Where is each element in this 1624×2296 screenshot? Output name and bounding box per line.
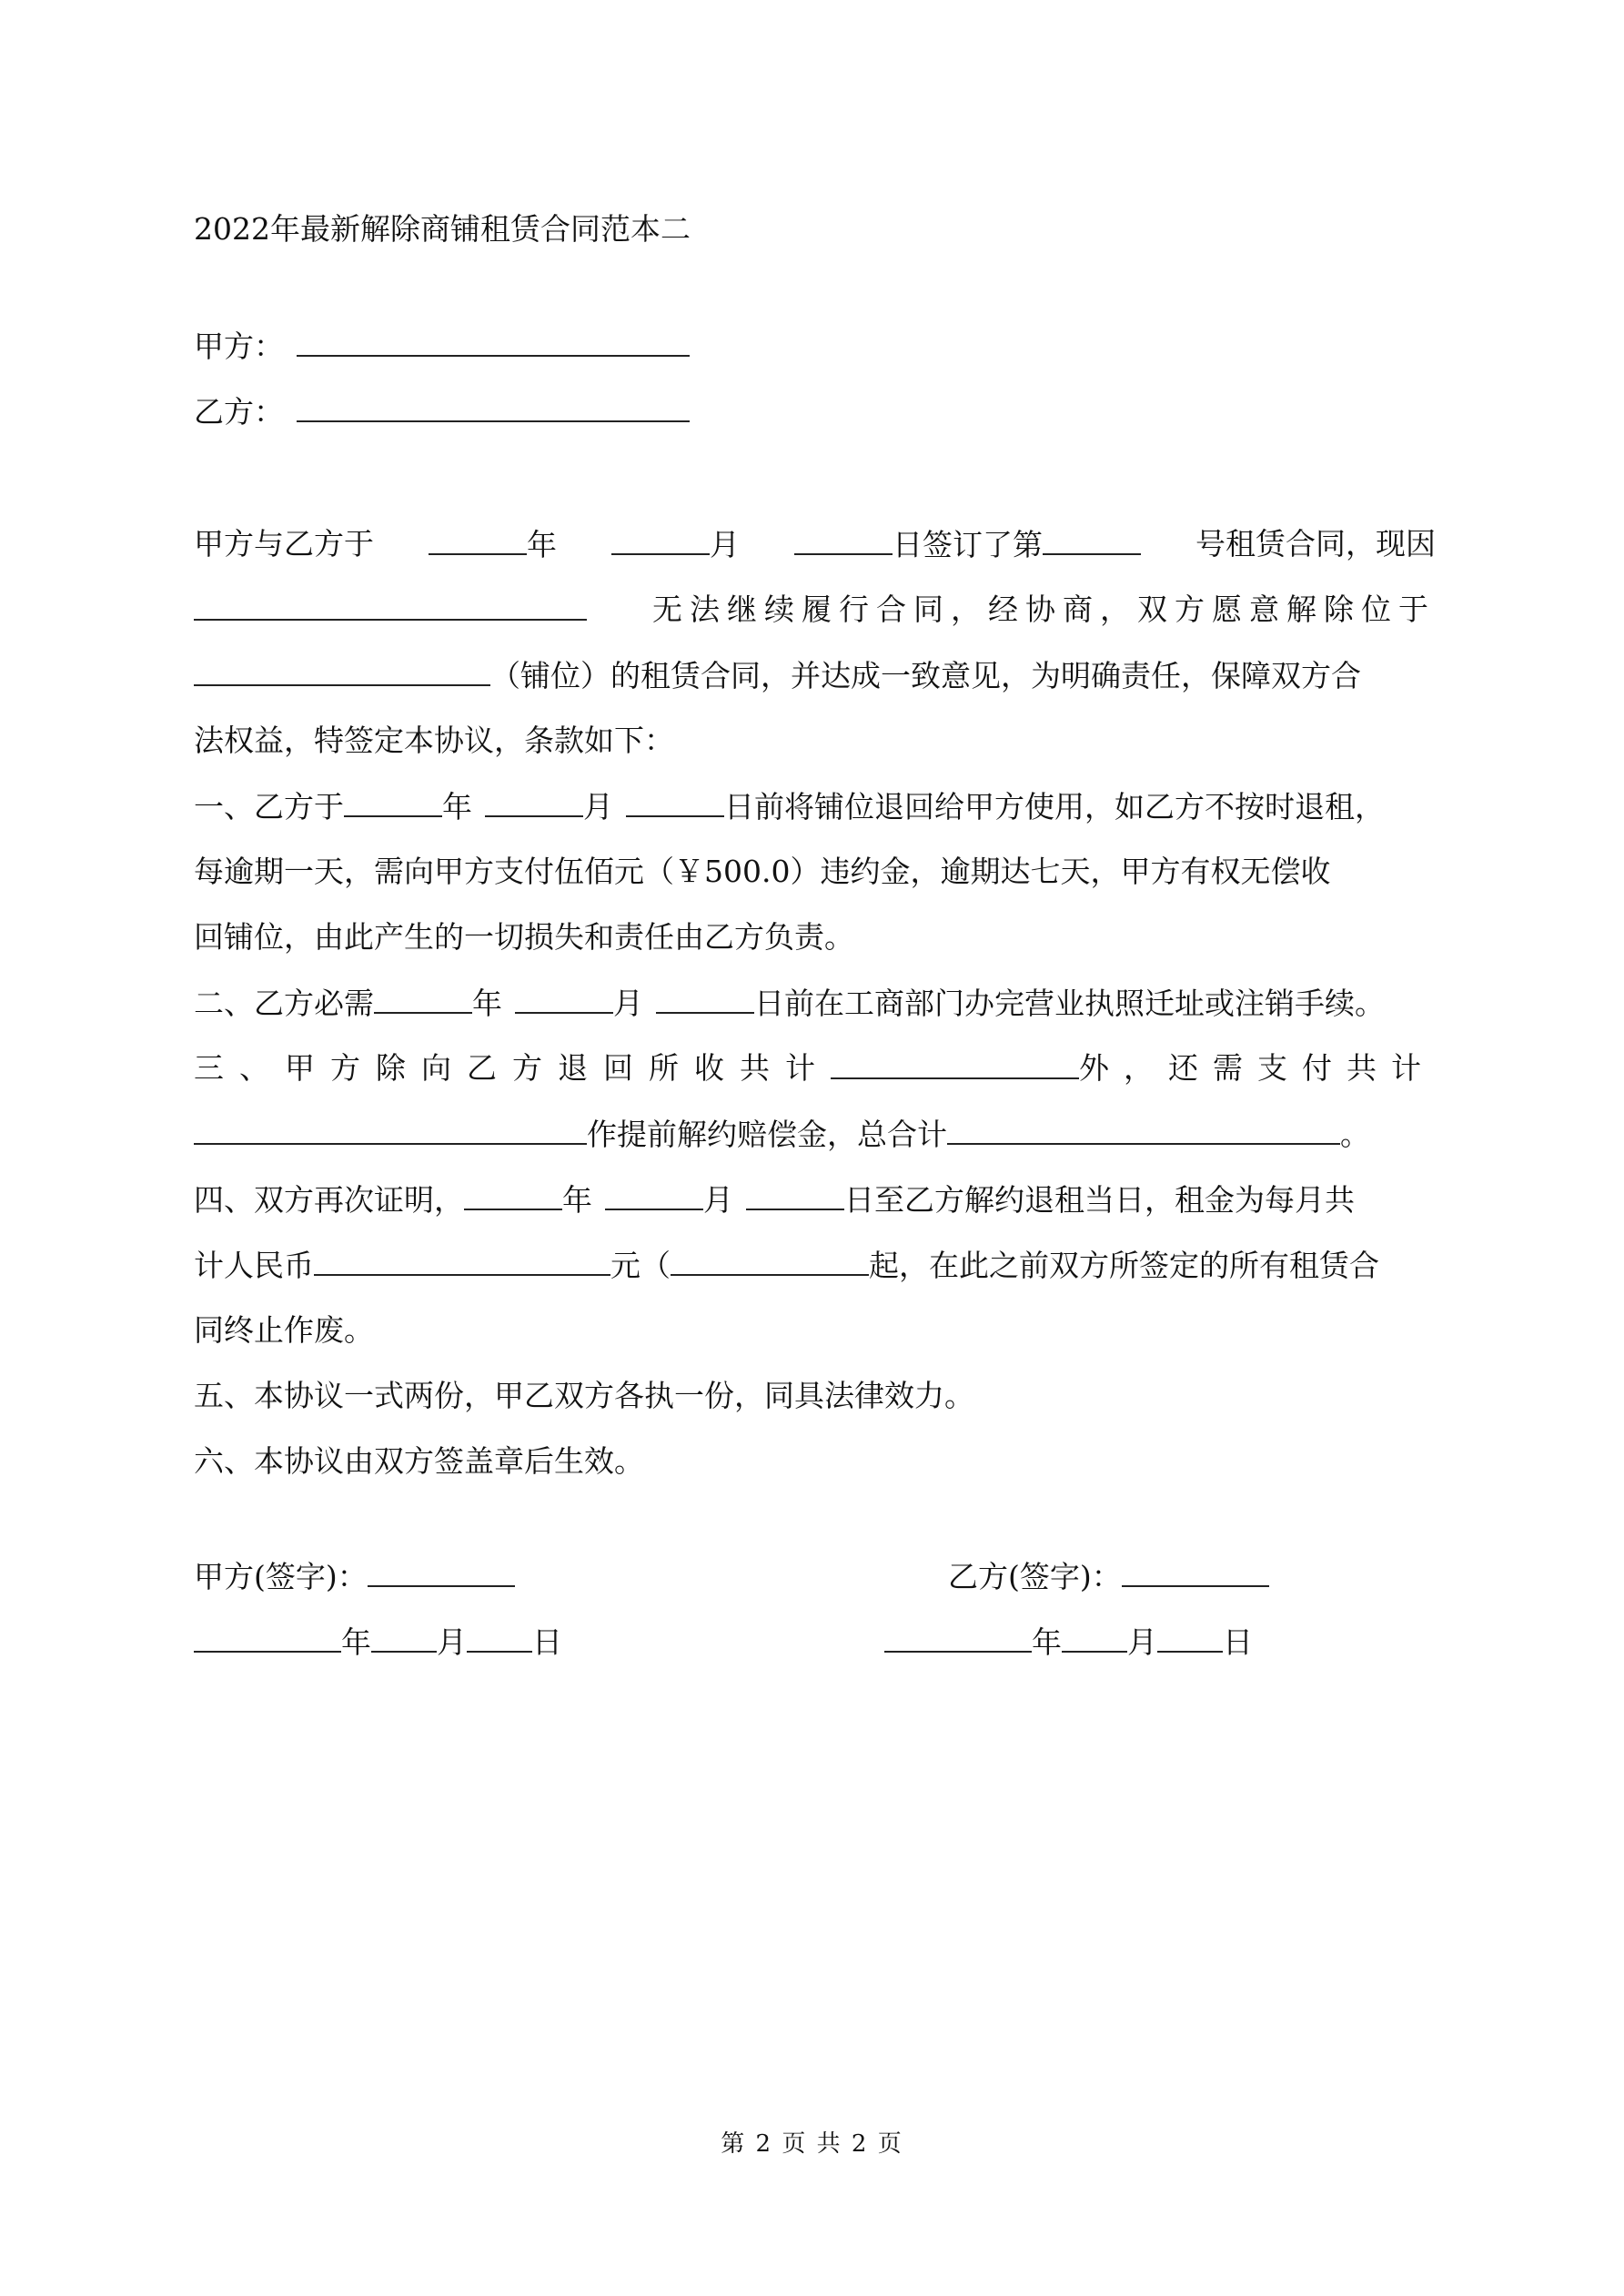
clause-4-prefix: 四、双方再次证明， xyxy=(194,1182,464,1218)
refund-total-blank[interactable] xyxy=(831,1050,1079,1079)
month-label: 月 xyxy=(710,527,740,562)
clause-1-line-3: 回铺位，由此产生的一切损失和责任由乙方负责。 xyxy=(194,919,854,955)
signed-day-blank[interactable] xyxy=(794,526,893,555)
clause-4-line-2 xyxy=(194,1247,1379,1284)
day-label: 日 xyxy=(1223,1624,1253,1660)
clause-3-prefix: 三、甲方除向乙方退回所收共计 xyxy=(194,1050,831,1086)
party-a-label: 甲方： xyxy=(194,329,284,364)
shop-location-blank[interactable] xyxy=(194,657,490,686)
clause-2-prefix: 二、乙方必需 xyxy=(194,986,374,1021)
return-month-blank[interactable] xyxy=(485,788,583,817)
intro-text: 甲方与乙方于 xyxy=(194,526,374,561)
rent-year-blank[interactable] xyxy=(464,1181,562,1210)
period: 。 xyxy=(1340,1117,1370,1152)
month-label: 月 xyxy=(613,986,643,1021)
year-label: 年 xyxy=(562,1182,592,1218)
party-a-date xyxy=(194,1623,562,1661)
month-label: 月 xyxy=(437,1624,467,1660)
clause-5: 五、本协议一式两份，甲乙双方各执一份，同具法律效力。 xyxy=(194,1378,974,1413)
clause-4-line-1 xyxy=(194,1181,1355,1219)
year-label: 年 xyxy=(341,1624,371,1660)
year-label: 年 xyxy=(1032,1624,1062,1660)
party-b-blank[interactable] xyxy=(297,393,690,422)
party-b-sign-label: 乙方(签字)： xyxy=(948,1559,1122,1594)
party-b-year-blank[interactable] xyxy=(884,1623,1032,1653)
reason-blank[interactable] xyxy=(194,592,587,621)
month-label: 月 xyxy=(1127,1624,1157,1660)
signed-year-blank[interactable] xyxy=(429,526,527,555)
party-a-signature xyxy=(194,1558,515,1595)
return-year-blank[interactable] xyxy=(344,788,442,817)
month-label: 月 xyxy=(583,789,613,824)
party-a-month-blank[interactable] xyxy=(371,1623,437,1653)
monthly-rent-blank[interactable] xyxy=(314,1247,610,1276)
year-label: 年 xyxy=(472,986,502,1021)
party-b-line xyxy=(194,393,690,430)
return-day-blank[interactable] xyxy=(626,788,724,817)
grand-total-blank[interactable] xyxy=(947,1116,1340,1145)
year-label: 年 xyxy=(442,789,472,824)
clause-1-line-1 xyxy=(194,788,1385,825)
party-b-month-blank[interactable] xyxy=(1062,1623,1127,1653)
day-label: 日 xyxy=(532,1624,562,1660)
rent-month-blank[interactable] xyxy=(605,1181,703,1210)
party-a-line xyxy=(194,328,690,365)
contract-number-label: 号租赁合同，现因 xyxy=(1195,526,1436,561)
party-b-date xyxy=(884,1623,1253,1661)
clause-3-text: 外，还需支付共计 xyxy=(1079,1050,1436,1086)
intro-line-3 xyxy=(194,657,1361,694)
rent-day-blank[interactable] xyxy=(746,1181,844,1210)
party-b-label: 乙方： xyxy=(194,394,284,430)
year-label: 年 xyxy=(527,527,557,562)
intro-line-1 xyxy=(194,526,1436,563)
clause-2-line-1 xyxy=(194,985,1385,1022)
clause-1-line-2: 每逾期一天，需向甲方支付伍佰元（￥500.0）违约金，逾期达七天，甲方有权无偿收 xyxy=(194,854,1331,889)
clause-4-text: 起，在此之前双方所签定的所有租赁合 xyxy=(869,1248,1379,1283)
party-a-sign-label: 甲方(签字)： xyxy=(194,1559,368,1594)
clause-1-prefix: 一、乙方于 xyxy=(194,789,344,824)
clause-4-line-3: 同终止作废。 xyxy=(194,1312,374,1348)
party-a-day-blank[interactable] xyxy=(467,1623,532,1653)
party-a-year-blank[interactable] xyxy=(194,1623,341,1653)
clause-3-text: 作提前解约赔偿金，总合计 xyxy=(587,1117,947,1152)
clause-6: 六、本协议由双方签盖章后生效。 xyxy=(194,1443,644,1479)
clause-4-text: 日至乙方解约退租当日，租金为每月共 xyxy=(844,1182,1355,1218)
license-month-blank[interactable] xyxy=(515,985,613,1014)
intro-text: 无法继续履行合同，经协商，双方愿意解除位于 xyxy=(652,592,1436,627)
party-b-signature xyxy=(948,1558,1269,1595)
party-a-sign-blank[interactable] xyxy=(368,1558,515,1587)
signed-month-blank[interactable] xyxy=(611,526,710,555)
month-label: 月 xyxy=(703,1182,733,1218)
license-year-blank[interactable] xyxy=(374,985,472,1014)
clause-2-text: 日前在工商部门办完营业执照迁址或注销手续。 xyxy=(754,986,1385,1021)
party-b-day-blank[interactable] xyxy=(1157,1623,1223,1653)
party-b-sign-blank[interactable] xyxy=(1122,1558,1269,1587)
clause-4-text: 元（ xyxy=(610,1248,671,1283)
compensation-blank[interactable] xyxy=(194,1116,587,1145)
intro-line-2 xyxy=(194,592,1436,628)
clause-1-text: 日前将铺位退回给甲方使用，如乙方不按时退租， xyxy=(724,789,1385,824)
contract-number-blank[interactable] xyxy=(1043,526,1141,555)
license-day-blank[interactable] xyxy=(656,985,754,1014)
intro-text: （铺位）的租赁合同，并达成一致意见，为明确责任，保障双方合 xyxy=(490,658,1361,693)
clause-3-line-1 xyxy=(194,1050,1436,1087)
clause-3-line-2 xyxy=(194,1116,1370,1153)
party-a-blank[interactable] xyxy=(297,328,690,357)
clause-4-text: 计人民币 xyxy=(194,1248,314,1283)
effective-from-blank[interactable] xyxy=(671,1247,869,1276)
intro-line-4: 法权益，特签定本协议，条款如下： xyxy=(194,723,674,758)
document-title: 2022年最新解除商铺租赁合同范本二 xyxy=(194,211,691,247)
day-signed-label: 日签订了第 xyxy=(893,527,1043,562)
page-number: 第 2 页 共 2 页 xyxy=(721,2130,903,2158)
